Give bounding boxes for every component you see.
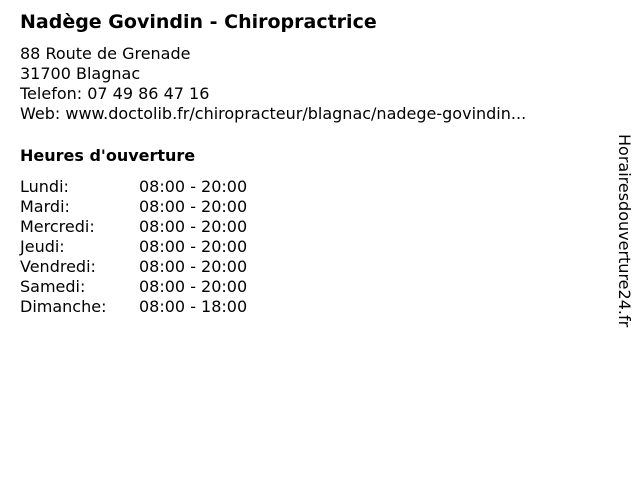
opening-hours-table: [20, 177, 600, 317]
hours-time-value: 08:00 - 20:00: [139, 237, 248, 256]
hours-row-thursday: [20, 237, 600, 257]
phone-number: Telefon: 07 49 86 47 16: [20, 84, 210, 103]
hours-row-wednesday: [20, 217, 600, 237]
hours-time-value: 08:00 - 18:00: [139, 297, 248, 316]
hours-time-value: 08:00 - 20:00: [139, 277, 248, 296]
address-street: 88 Route de Grenade: [20, 44, 191, 63]
address-city: 31700 Blagnac: [20, 64, 141, 83]
hours-day-label: Mardi:: [20, 197, 70, 216]
hours-row-monday: [20, 177, 600, 197]
site-watermark: Horairesdouverture24.fr: [615, 134, 634, 328]
hours-row-saturday: [20, 277, 600, 297]
hours-row-friday: [20, 257, 600, 277]
hours-time-value: 08:00 - 20:00: [139, 217, 248, 236]
opening-hours-heading: Heures d'ouverture: [20, 146, 196, 165]
website-link[interactable]: Web: www.doctolib.fr/chiropracteur/blagnac/nadege-govindin...: [20, 104, 527, 123]
hours-time-value: 08:00 - 20:00: [139, 257, 248, 276]
hours-day-label: Vendredi:: [20, 257, 96, 276]
hours-time-value: 08:00 - 20:00: [139, 177, 248, 196]
hours-time-value: 08:00 - 20:00: [139, 197, 248, 216]
hours-day-label: Dimanche:: [20, 297, 107, 316]
hours-day-label: Mercredi:: [20, 217, 95, 236]
business-card: [20, 9, 600, 317]
business-title: Nadège Govindin - Chiropractrice: [20, 11, 377, 33]
hours-day-label: Lundi:: [20, 177, 69, 196]
hours-day-label: Jeudi:: [20, 237, 65, 256]
hours-row-tuesday: [20, 197, 600, 217]
hours-day-label: Samedi:: [20, 277, 86, 296]
hours-row-sunday: [20, 297, 600, 317]
